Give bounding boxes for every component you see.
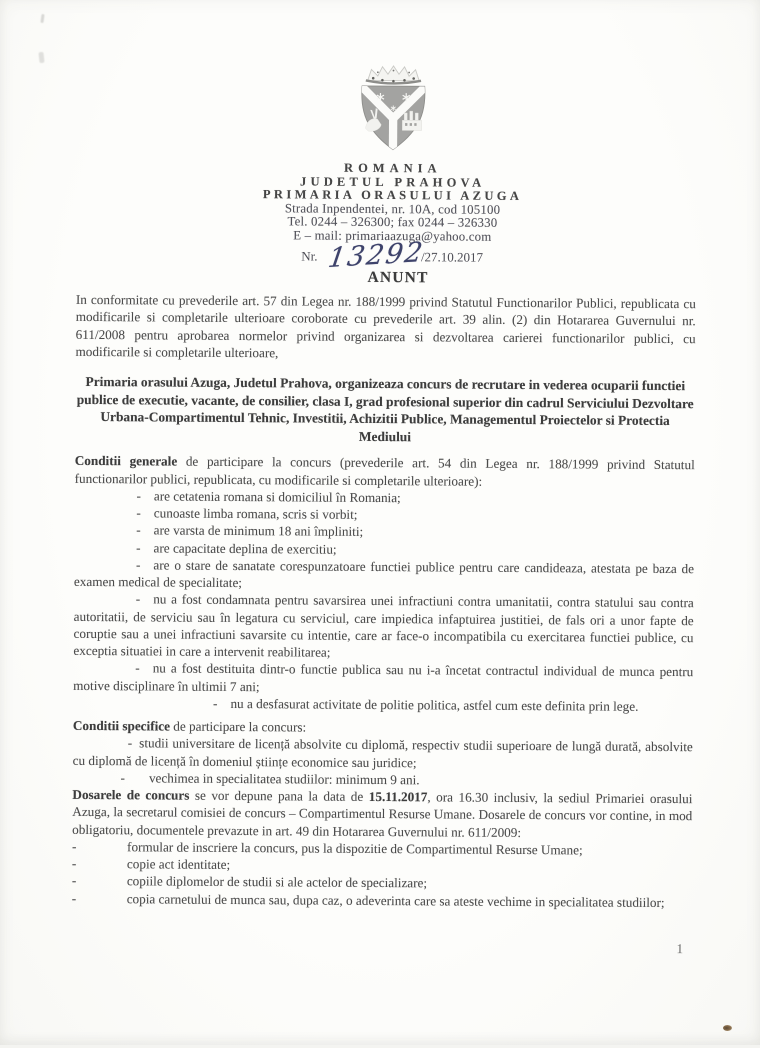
list-item: - studii universitare de licență absolvite cu diplomă, respectiv studii superioare de lungă durată, absolvite cu diplomă de licență în domeniul științe economice sau juridice;: [73, 734, 693, 773]
letterhead-institution: PRIMARIA ORASULUI AZUGA: [13, 186, 760, 205]
list-item: - formular de inscriere la concurs, pus la dispozitie de Compartimentul Resurse Umane;: [72, 838, 692, 860]
general-conditions-heading: Conditii generale de participare la concurs (prevederile art. 54 din Legea nr. 188/1999 privind Statutul functionarilor publici, republicata, cu modificarile si completarile ulterioare):: [75, 452, 695, 491]
crown-icon: [366, 66, 421, 84]
list-item: - nu a fost condamnata pentru savarsirea unei infractiuni contra umanitatii, contra statului sau contra autoritatii, de serviciu sau în legatura cu serviciul, care impiedica infaptuirea justitiei, de fals ori a unor fapte de coruptie sau a unei infractiuni savarsite cu intentie, care ar face-o incompatibila cu exercitarea functiei publice, cu exceptia situatiei in care a intervenit reabilitarea;: [73, 590, 693, 663]
list-dash: -: [72, 855, 127, 873]
general-conditions-section: [73, 452, 695, 715]
list-item: - nu a desfasurat activitate de politie politica, astfel cum este definita prin lege.: [73, 694, 693, 716]
list-dash: -: [121, 770, 126, 785]
letterhead-phone: Tel. 0244 – 326300; fax 0244 – 326330: [12, 214, 760, 233]
page-title: ANUNT: [18, 266, 760, 289]
specific-conditions-heading: Conditii specifice de participare la concurs:: [73, 717, 693, 739]
letterhead: [12, 59, 760, 274]
list-dash: -: [72, 889, 127, 907]
intro-paragraph: In conformitate cu prevederile art. 57 din Legea nr. 188/1999 privind Statutul Functionarilor Publici, republicata cu modificarile si completarile ulterioare coroborate cu prevederile art. 39 alin. (2) din Hotararea Guvernului nr. 611/2008 pentru aprobarea normelor privind organizarea si dezvoltarea carierei functionarilor publici, cu modificarile si completarile ulterioare,: [75, 291, 695, 364]
list-item: - are varsta de minimum 18 ani împliniti;: [74, 521, 694, 543]
azuga-coat-of-arms-icon: [347, 62, 440, 159]
letterhead-address: Strada Inpendentei, nr. 10A, cod 105100: [12, 200, 760, 219]
list-item: - are capacitate deplina de exercitiu;: [74, 539, 694, 561]
announcement-paragraph: Primaria orasului Azuga, Judetul Prahova, organizeaza concurs de recrutare in vederea ocuparii functiei publice de executie, vacante, de consilier, clasa I, grad profesional superior din cadrul Serviciului Dezvoltare Urbana-Compartimentul Tehnic, Investitii, Achizitii Publice, Managementul Proiectelor si Protectia Mediului: [75, 373, 695, 448]
list-dash: -: [136, 523, 141, 538]
list-dash: -: [72, 872, 127, 890]
specific-conditions-section: [73, 717, 693, 790]
list-dash: -: [72, 838, 127, 856]
handwritten-registration-number: 13292: [327, 246, 425, 266]
page-number: 1: [676, 941, 683, 957]
letterhead-country: ROMANIA: [13, 159, 760, 178]
letterhead-county: JUDETUL PRAHOVA: [13, 173, 760, 192]
list-item: - copie act identitate;: [72, 855, 692, 877]
list-item: - cunoaste limba romana, scris si vorbit;: [74, 504, 694, 526]
list-dash: -: [135, 661, 140, 676]
dossier-paragraph: Dosarele de concurs se vor depune pana la data de 15.11.2017, ora 16.30 inclusiv, la sediul Primariei orasului Azuga, la secretarul comisiei de concurs – Compartimentul Resurse Umane. Dosarele de concurs vor contine, in mod obligatoriu, documentele prevazute in art. 49 din Hotararea Guvernului nr. 611/2009:: [72, 786, 692, 842]
list-item: - are cetatenia romana si domiciliul în Romania;: [74, 487, 694, 509]
list-dash: -: [136, 540, 141, 555]
list-dash: -: [136, 592, 141, 607]
list-dash: -: [136, 488, 141, 503]
list-item: - copiile diplomelor de studii si ale actelor de specializare;: [72, 872, 692, 894]
document-body: [72, 291, 696, 911]
dossier-section: [72, 786, 693, 911]
registration-date: /27.10.2017: [421, 249, 483, 264]
registration-label: Nr.: [301, 248, 317, 263]
list-item: - are o stare de sanatate corespunzatoare functiei publice pentru care candideaza, atestata pe baza de examen medical de specialitate;: [74, 556, 694, 595]
list-item: - copia carnetului de munca sau, dupa caz, o adeverinta care sa ateste vechime in specialitatea studiilor;: [72, 889, 692, 911]
list-item: - nu a fost destituita dintr-o functie publica sau nu i-a încetat contractul individual de munca pentru motive disciplinare în ultimii 7 ani;: [73, 659, 693, 698]
letterhead-email: E – mail: primariaazuga@yahoo.com: [12, 228, 760, 247]
list-dash: -: [136, 505, 141, 520]
list-dash: -: [128, 736, 133, 751]
list-item: - vechimea in specialitatea studiilor: minimum 9 ani.: [73, 769, 693, 791]
list-dash: -: [213, 696, 218, 711]
list-dash: -: [136, 557, 141, 572]
